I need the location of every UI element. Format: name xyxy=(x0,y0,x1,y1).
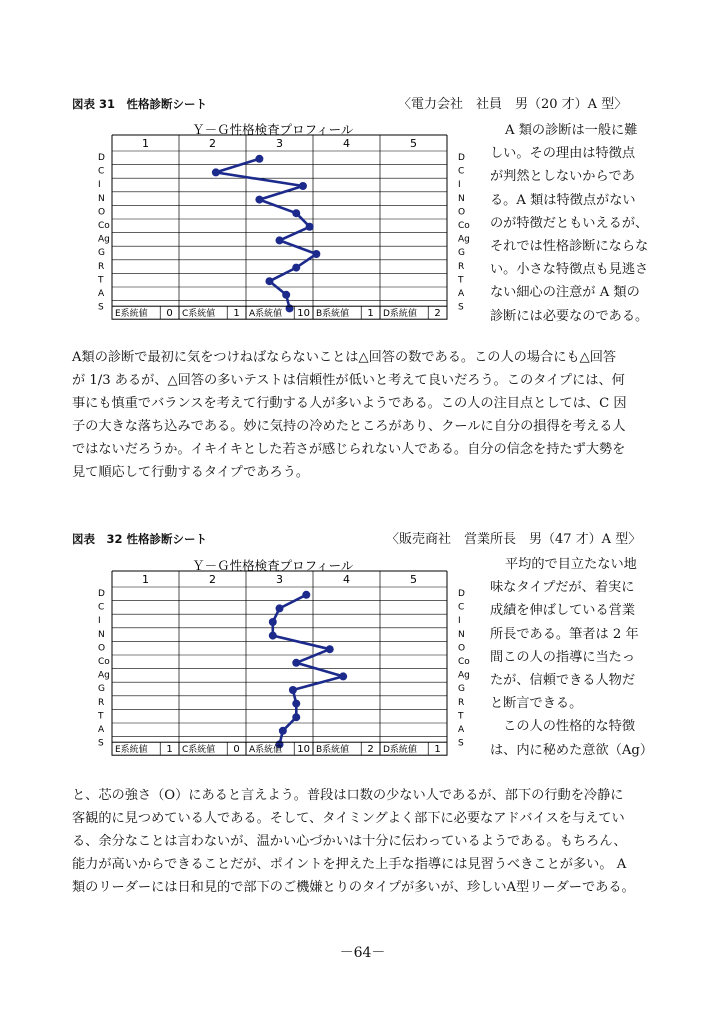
subject-label: 〈電力会社 社員 男（20 才）A 型〉 xyxy=(398,97,628,112)
trait-label-right: D xyxy=(458,153,465,163)
trait-label-left: G xyxy=(98,684,105,695)
trait-label-left: G xyxy=(98,248,105,259)
page-number: －64－ xyxy=(339,945,386,961)
trait-label-right: G xyxy=(458,684,465,695)
trait-label-right: C xyxy=(458,166,465,177)
type-value: 10 xyxy=(297,744,310,756)
text-line: しい。その理由は特徴点 xyxy=(490,146,636,162)
trait-label-left: N xyxy=(98,193,105,204)
column-label: 5 xyxy=(410,137,417,150)
side-text xyxy=(490,553,653,762)
trait-label-right: I xyxy=(458,180,461,191)
profile-point xyxy=(302,591,310,599)
body-text xyxy=(72,784,635,899)
trait-label-right: A xyxy=(458,289,465,299)
type-value: 2 xyxy=(434,308,441,320)
text-line: 味なタイプだが、着実に xyxy=(490,580,635,596)
profile-point xyxy=(292,659,300,667)
text-line: 子の大きな落ち込みである。妙に気持の冷めたところがあり、クールに自分の損得を考える人 xyxy=(72,419,626,434)
text-line: が判然としないからであ xyxy=(490,169,635,185)
side-text xyxy=(490,119,648,328)
trait-label-left: R xyxy=(98,697,105,708)
column-label: 3 xyxy=(276,137,283,150)
yg-profile-chart xyxy=(84,120,484,335)
type-label: D系統値 xyxy=(383,309,417,320)
type-value: 1 xyxy=(367,308,374,320)
profile-point xyxy=(292,713,300,721)
trait-label-left: A xyxy=(98,725,105,735)
type-label: E系統値 xyxy=(115,309,148,320)
text-line: たが、信頼できる人物だ xyxy=(490,673,636,689)
profile-point xyxy=(255,155,263,163)
trait-label-right: T xyxy=(458,275,464,286)
text-line: 所長である。筆者は 2 年 xyxy=(490,626,639,642)
trait-label-left: Co xyxy=(98,221,110,231)
profile-point xyxy=(276,236,284,244)
profile-point xyxy=(269,632,277,640)
trait-label-left: T xyxy=(98,275,104,286)
trait-label-left: O xyxy=(98,643,106,654)
text-line: 事にも慎重でバランスを考えて行動する人が多いようである。この人の注目点としては、C 因 xyxy=(72,396,627,411)
profile-point xyxy=(292,700,300,708)
trait-label-right: A xyxy=(458,725,465,735)
text-line: る。A 類は特徴点がない xyxy=(490,192,636,208)
trait-label-right: Co xyxy=(458,657,470,667)
type-label: B系統値 xyxy=(316,745,350,756)
text-line: のが特徴だともいえるが、 xyxy=(490,215,649,231)
text-line: それでは性格診断にならな xyxy=(490,239,649,255)
profile-point xyxy=(339,672,347,680)
trait-label-left: C xyxy=(98,166,105,177)
trait-label-left: I xyxy=(98,180,101,191)
type-value: 1 xyxy=(434,744,441,756)
column-label: 4 xyxy=(343,137,350,150)
figure-caption: 図表 31 性格診断シート xyxy=(72,97,208,111)
trait-label-right: G xyxy=(458,248,465,259)
text-line: は、内に秘めた意欲（Ag） xyxy=(490,742,654,758)
type-label: E系統値 xyxy=(115,745,148,756)
column-label: 2 xyxy=(209,137,216,150)
yg-profile-chart xyxy=(84,556,484,771)
trait-label-left: N xyxy=(98,629,105,640)
type-label: A系統値 xyxy=(249,309,283,320)
profile-point xyxy=(292,209,300,217)
profile-point xyxy=(212,168,220,176)
trait-label-left: O xyxy=(98,207,106,218)
figure-caption: 図表 32 性格診断シート xyxy=(72,532,208,546)
column-label: 1 xyxy=(142,573,149,586)
text-line: 能力が高いからできることだが、ポイントを押えた上手な指導には見習うべきことが多い。 A xyxy=(72,857,627,872)
trait-label-right: Ag xyxy=(458,670,470,681)
chart-title: Ｙ－Ｇ性格検査プロフィール xyxy=(192,122,354,137)
trait-label-right: D xyxy=(458,589,465,599)
text-line: 成績を伸ばしている営業 xyxy=(490,603,636,619)
trait-label-right: C xyxy=(458,602,465,613)
text-line: 見て順応して行動するタイプであろう。 xyxy=(72,465,310,480)
profile-point xyxy=(279,727,287,735)
text-line: と断言できる。 xyxy=(490,696,583,712)
body-text xyxy=(72,346,627,484)
profile-point xyxy=(276,604,284,612)
column-label: 5 xyxy=(410,573,417,586)
type-label: A系統値 xyxy=(249,745,283,756)
profile-point xyxy=(312,250,320,258)
trait-label-right: Co xyxy=(458,221,470,231)
type-value: 0 xyxy=(233,744,240,756)
text-line: ない細心の注意が A 類の xyxy=(490,285,640,301)
profile-point xyxy=(286,304,294,312)
type-label: C系統値 xyxy=(182,745,216,756)
trait-label-right: Ag xyxy=(458,234,470,245)
text-line: ではないだろうか。イキイキとした若さが感じられない人である。自分の信念を持たず大勢を xyxy=(72,442,626,457)
profile-point xyxy=(299,182,307,190)
text-line: この人の性格的な特徴 xyxy=(490,719,636,735)
trait-label-right: N xyxy=(458,629,465,640)
trait-label-left: A xyxy=(98,289,105,299)
profile-point xyxy=(326,645,334,653)
text-line: 間この人の指導に当たっ xyxy=(490,649,636,665)
profile-point xyxy=(292,264,300,272)
text-line: い。小さな特徴点も見逃さ xyxy=(490,262,649,278)
text-line: と、芯の強さ（O）にあると言えよう。普段は口数の少ない人であるが、部下の行動を冷静に xyxy=(72,788,624,803)
trait-label-right: R xyxy=(458,697,465,708)
type-value: 0 xyxy=(166,308,173,320)
trait-label-right: S xyxy=(458,302,464,313)
trait-label-right: O xyxy=(458,643,466,654)
profile-point xyxy=(306,223,314,231)
column-label: 1 xyxy=(142,137,149,150)
trait-label-right: I xyxy=(458,616,461,627)
text-line: 診断には必要なのである。 xyxy=(490,308,649,324)
text-line: 平均的で目立たない地 xyxy=(505,557,637,572)
trait-label-left: R xyxy=(98,261,105,272)
profile-point xyxy=(255,196,263,204)
column-label: 3 xyxy=(276,573,283,586)
text-line: が 1/3 あるが、△回答の多いテストは信頼性が低いと考えて良いだろう。このタイプには、何 xyxy=(72,373,625,388)
trait-label-left: D xyxy=(98,153,105,163)
trait-label-right: O xyxy=(458,207,466,218)
type-value: 1 xyxy=(233,308,240,320)
trait-label-left: D xyxy=(98,589,105,599)
trait-label-right: T xyxy=(458,711,464,722)
type-value: 10 xyxy=(297,308,310,320)
type-label: C系統値 xyxy=(182,309,216,320)
trait-label-left: S xyxy=(98,738,104,749)
type-value: 2 xyxy=(367,744,374,756)
trait-label-right: N xyxy=(458,193,465,204)
profile-point xyxy=(269,618,277,626)
trait-label-left: C xyxy=(98,602,105,613)
profile-point xyxy=(265,277,273,285)
type-label: B系統値 xyxy=(316,309,350,320)
column-label: 4 xyxy=(343,573,350,586)
text-line: 客観的に見つめている人である。そして、タイミングよく部下に必要なアドバイスを与えてい xyxy=(72,811,625,826)
trait-label-right: R xyxy=(458,261,465,272)
subject-label: 〈販売商社 営業所長 男（47 才）A 型〉 xyxy=(386,532,642,547)
trait-label-left: Ag xyxy=(98,234,110,245)
text-line: 類のリーダーには日和見的で部下のご機嫌とりのタイプが多いが、珍しいA型リーダーである。 xyxy=(72,880,635,895)
chart-title: Ｙ－Ｇ性格検査プロフィール xyxy=(192,558,354,573)
text-line: A 類の診断は一般に難 xyxy=(505,123,638,138)
profile-point xyxy=(282,291,290,299)
trait-label-left: Co xyxy=(98,657,110,667)
type-label: D系統値 xyxy=(383,745,417,756)
text-line: A類の診断で最初に気をつけねばならないことは△回答の数である。この人の場合にも△回答 xyxy=(72,350,617,365)
trait-label-left: Ag xyxy=(98,670,110,681)
text-line: る、余分なことは言わないが、温かい心づかいは十分に伝わっているようである。もちろん、 xyxy=(72,834,627,849)
type-value: 1 xyxy=(166,744,173,756)
column-label: 2 xyxy=(209,573,216,586)
profile-line xyxy=(273,595,343,745)
trait-label-left: T xyxy=(98,711,104,722)
profile-line xyxy=(216,159,316,309)
trait-label-right: S xyxy=(458,738,464,749)
profile-point xyxy=(289,686,297,694)
trait-label-left: S xyxy=(98,302,104,313)
trait-label-left: I xyxy=(98,616,101,627)
